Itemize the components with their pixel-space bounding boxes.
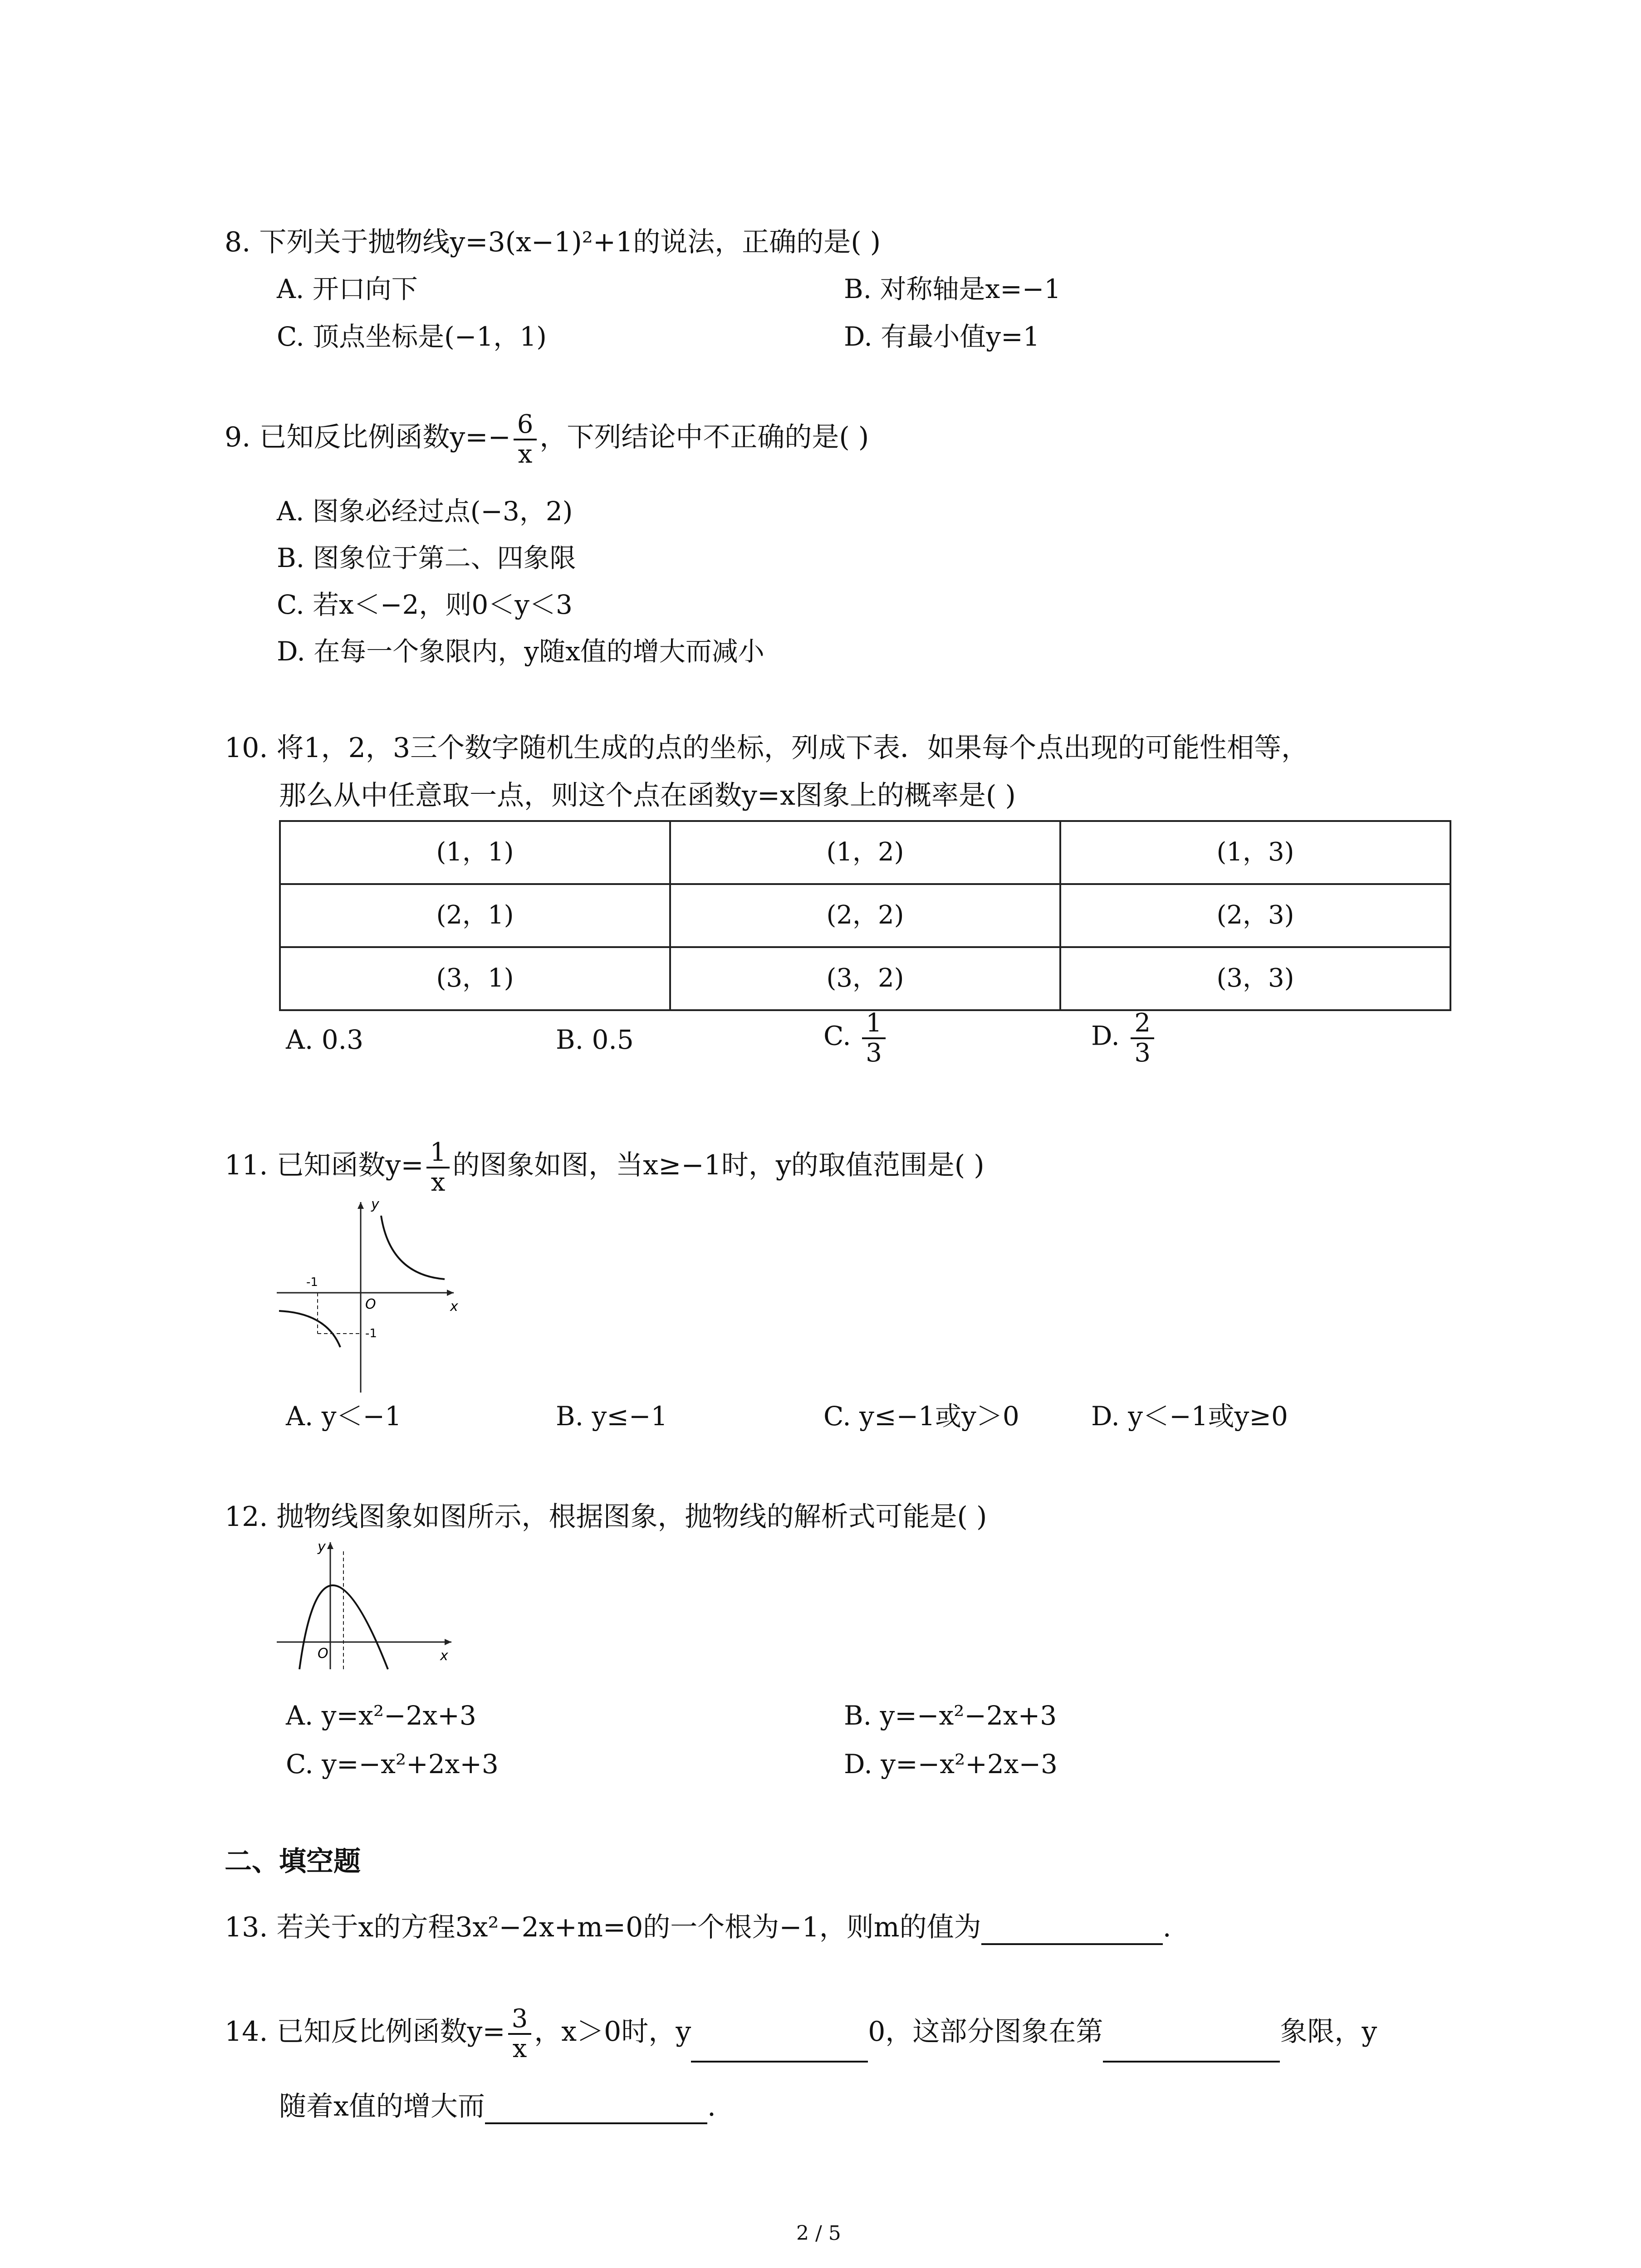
q9-option-c: C. 若x＜−2，则0＜y＜3 (277, 589, 573, 620)
q9-suffix: ，下列结论中不正确的是( ) (539, 421, 869, 454)
q14-blank-trend[interactable] (485, 2095, 707, 2124)
q9-fraction (514, 411, 537, 468)
q12-y-label: y (318, 1539, 326, 1555)
table-cell: (3，2) (670, 947, 1060, 1010)
q11-y-label: y (371, 1198, 379, 1212)
q10-option-b: B. 0.5 (556, 1024, 634, 1055)
q12-x-arrow (445, 1639, 451, 1645)
q11-option-c: C. y≤−1或y＞0 (823, 1401, 1019, 1432)
q9-title (225, 411, 869, 468)
q11-neg1-y-label: -1 (365, 1327, 377, 1340)
q10-option-a: A. 0.3 (286, 1024, 363, 1055)
q11-y-arrow (358, 1202, 364, 1209)
q14-line1 (225, 2005, 1377, 2063)
q10-option-c (823, 1009, 888, 1067)
q8-option-a: A. 开口向下 (277, 274, 418, 304)
q13-line (225, 1910, 1171, 1945)
q14-line2 (279, 2089, 716, 2124)
q9-option-b: B. 图象位于第二、四象限 (277, 543, 576, 573)
q10-option-d-num: 2 (1131, 1009, 1154, 1039)
q11-option-d: D. y＜−1或y≥0 (1091, 1401, 1288, 1432)
q13-prefix: 13. 若关于x的方程3x²−2x+m=0的一个根为−1，则m的值为 (225, 1911, 981, 1943)
section-heading: 二、填空题 (225, 1846, 361, 1877)
q8-option-d: D. 有最小值y=1 (844, 321, 1040, 352)
q10-option-c-num: 1 (862, 1009, 886, 1039)
q12-option-c: C. y=−x²+2x+3 (286, 1749, 499, 1779)
q12-origin-label: O (318, 1646, 328, 1662)
table-cell: (2，3) (1060, 884, 1450, 947)
q10-line2: 那么从中任意取一点，则这个点在函数y=x图象上的概率是( ) (279, 780, 1016, 811)
page-number: 2 / 5 (796, 2222, 841, 2245)
table-cell: (1，2) (670, 821, 1060, 884)
q14-frac-num: 3 (508, 2005, 532, 2035)
q14-line2-prefix: 随着x值的增大而 (279, 2091, 485, 2122)
q11-x-arrow (447, 1290, 454, 1296)
q14-frac-den: x (512, 2033, 527, 2063)
q14-blank-sign[interactable] (691, 2033, 868, 2063)
q12-option-b: B. y=−x²−2x+3 (844, 1700, 1057, 1731)
q10-option-d (1091, 1009, 1157, 1067)
q10-table (279, 820, 1451, 1011)
q10-option-d-den: 3 (1134, 1038, 1151, 1068)
q11-prefix: 11. 已知函数y= (225, 1149, 424, 1182)
table-cell: (1，1) (280, 821, 670, 884)
q10-line1: 10. 将1，2，3三个数字随机生成的点的坐标，列成下表．如果每个点出现的可能性相等， (225, 732, 1309, 764)
q14-line2-suffix: . (707, 2091, 716, 2122)
q11-title (225, 1139, 985, 1196)
q11-suffix: 的图象如图，当x≥−1时，y的取值范围是( ) (452, 1149, 985, 1182)
q14-mid1: ，x＞0时，y (534, 2016, 691, 2048)
q12-title: 12. 抛物线图象如图所示，根据图象，抛物线的解析式可能是( ) (225, 1501, 987, 1533)
q11-hyperbola-graph (272, 1198, 463, 1397)
table-row (280, 884, 1450, 947)
q10-option-c-fraction (862, 1009, 886, 1067)
q9-option-d: D. 在每一个象限内，y随x值的增大而减小 (277, 636, 764, 667)
q11-frac-num: 1 (426, 1139, 450, 1168)
q14-prefix: 14. 已知反比例函数y= (225, 2016, 505, 2048)
q12-parabola-graph (272, 1538, 463, 1674)
table-cell: (2，1) (280, 884, 670, 947)
q11-neg1-x-label: -1 (306, 1276, 318, 1289)
q8-title: 8. 下列关于抛物线y=3(x−1)²+1的说法，正确的是( ) (225, 226, 881, 258)
q11-option-b: B. y≤−1 (556, 1401, 668, 1432)
q8-option-b: B. 对称轴是x=−1 (844, 274, 1061, 304)
q8-option-c: C. 顶点坐标是(−1，1) (277, 321, 547, 352)
q12-option-a: A. y=x²−2x+3 (286, 1700, 476, 1731)
q13-answer-blank[interactable] (981, 1916, 1163, 1945)
table-row (280, 947, 1450, 1010)
table-row (280, 821, 1450, 884)
q11-origin-label: O (365, 1296, 376, 1312)
q9-prefix: 9. 已知反比例函数y=− (225, 421, 511, 454)
q14-blank-quadrant[interactable] (1103, 2033, 1280, 2063)
q13-suffix: . (1162, 1911, 1171, 1943)
q12-x-label: x (440, 1648, 448, 1664)
q11-option-a: A. y＜−1 (286, 1401, 402, 1432)
q10-option-c-den: 3 (866, 1038, 882, 1068)
table-cell: (2，2) (670, 884, 1060, 947)
q14-mid2: 0，这部分图象在第 (868, 2016, 1103, 2048)
q10-option-d-label: D. (1091, 1020, 1120, 1051)
q12-y-arrow (327, 1542, 333, 1549)
q11-fraction (426, 1139, 450, 1196)
table-cell: (3，1) (280, 947, 670, 1010)
q12-option-d: D. y=−x²+2x−3 (844, 1749, 1058, 1779)
q11-x-label: x (450, 1299, 458, 1315)
q11-curve-quadrant1 (381, 1216, 445, 1279)
q9-option-a: A. 图象必经过点(−3，2) (277, 496, 573, 527)
q9-frac-den: x (518, 439, 533, 469)
q14-fraction (508, 2005, 532, 2063)
q11-curve-quadrant3 (279, 1311, 340, 1347)
q9-frac-num: 6 (514, 411, 537, 440)
table-cell: (1，3) (1060, 821, 1450, 884)
q10-option-d-fraction (1131, 1009, 1154, 1067)
q11-frac-den: x (431, 1167, 446, 1197)
q10-option-c-label: C. (823, 1020, 851, 1051)
q14-mid3: 象限，y (1280, 2016, 1377, 2048)
table-cell: (3，3) (1060, 947, 1450, 1010)
